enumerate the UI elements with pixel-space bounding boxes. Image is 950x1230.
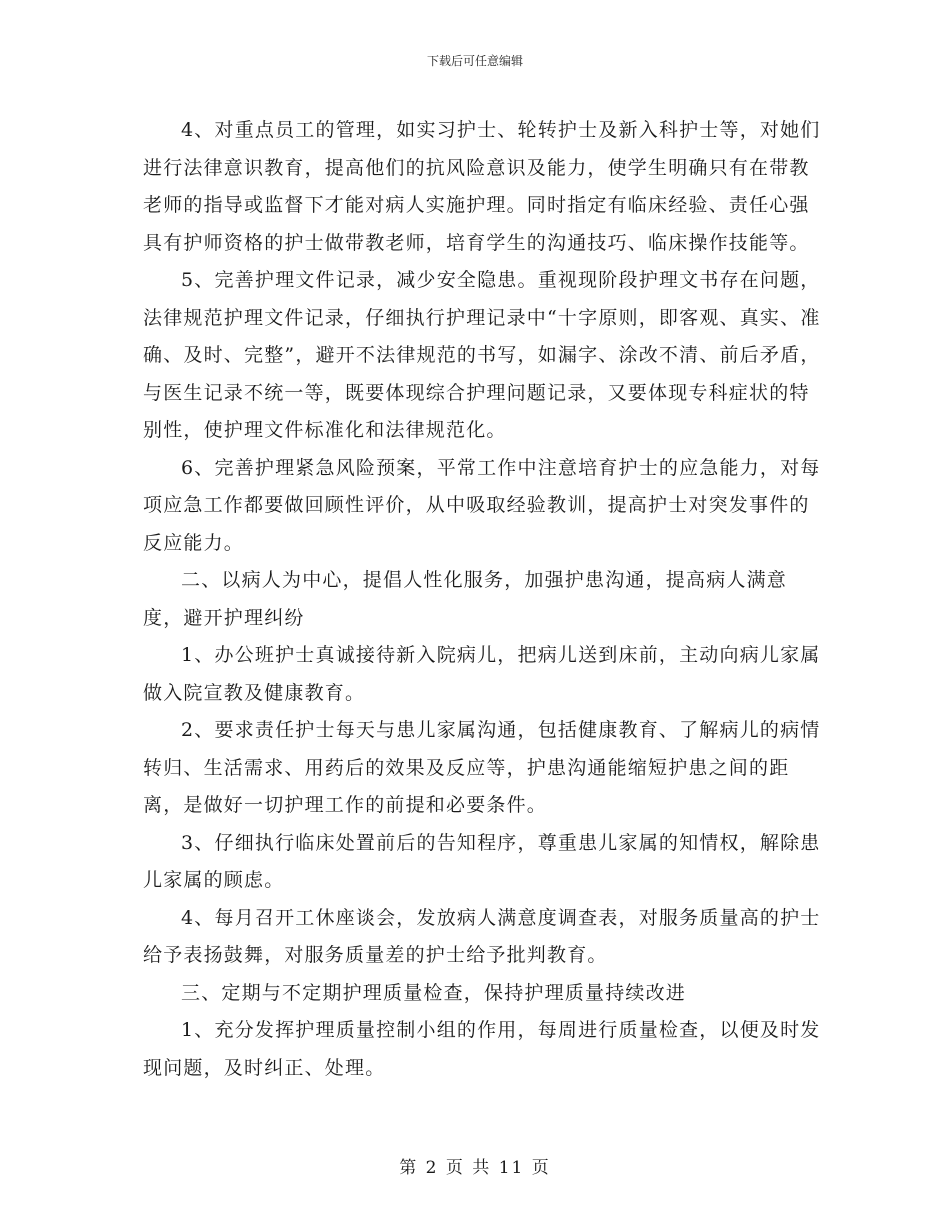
page-number: 第 2 页 共 11 页 xyxy=(399,1158,551,1178)
paragraph: 3、仔细执行临床处置前后的告知程序，尊重患儿家属的知情权，解除患儿家属的顾虑。 xyxy=(143,831,821,891)
paragraph: 2、要求责任护士每天与患儿家属沟通，包括健康教育、了解病儿的病情转归、生活需求、用药后的效果及反应等，护患沟通能缩短护患之间的距离，是做好一切护理工作的前提和必要条件。 xyxy=(143,719,821,816)
document-body xyxy=(143,112,823,1087)
page-header-note: 下载后可任意编辑 xyxy=(426,54,523,68)
section-heading: 二、以病人为中心，提倡人性化服务，加强护患沟通，提高病人满意 度，避开护理纠纷 xyxy=(143,569,788,629)
paragraph: 4、对重点员工的管理，如实习护士、轮转护士及新入科护士等，对她们进行法律意识教育，提高他们的抗风险意识及能力，使学生明确只有在带教老师的指导或监督下才能对病人实施护理。同时指定有临床经验、责任心强具有护师资格的护士做带教老师，培育学生的沟通技巧、临床操作技能等。 xyxy=(143,119,821,254)
paragraph: 5、完善护理文件记录，减少安全隐患。重视现阶段护理文书存在问题，法律规范护理文件记录，仔细执行护理记录中“十字原则，即客观、真实、准确、及时、完整”，避开不法律规范的书写，如漏字、涂改不清、前后矛盾，与医生记录不统一等，既要体现综合护理问题记录，又要体现专科症状的特别性，使护理文件标准化和法律规范化。 xyxy=(143,269,821,441)
paragraph: 6、完善护理紧急风险预案，平常工作中注意培育护士的应急能力，对每项应急工作都要做回顾性评价，从中吸取经验教训，提高护士对突发事件的反应能力。 xyxy=(143,456,821,554)
section-heading: 三、定期与不定期护理质量检查，保持护理质量持续改进 xyxy=(181,981,687,1004)
paragraph: 4、每月召开工休座谈会，发放病人满意度调查表，对服务质量高的护士给予表扬鼓舞，对服务质量差的护士给予批判教育。 xyxy=(143,906,821,966)
paragraph: 1、充分发挥护理质量控制小组的作用，每周进行质量检查，以便及时发现问题，及时纠正、处理。 xyxy=(143,1019,821,1079)
paragraph: 1、办公班护士真诚接待新入院病儿，把病儿送到床前，主动向病儿家属做入院宣教及健康教育。 xyxy=(143,644,821,704)
